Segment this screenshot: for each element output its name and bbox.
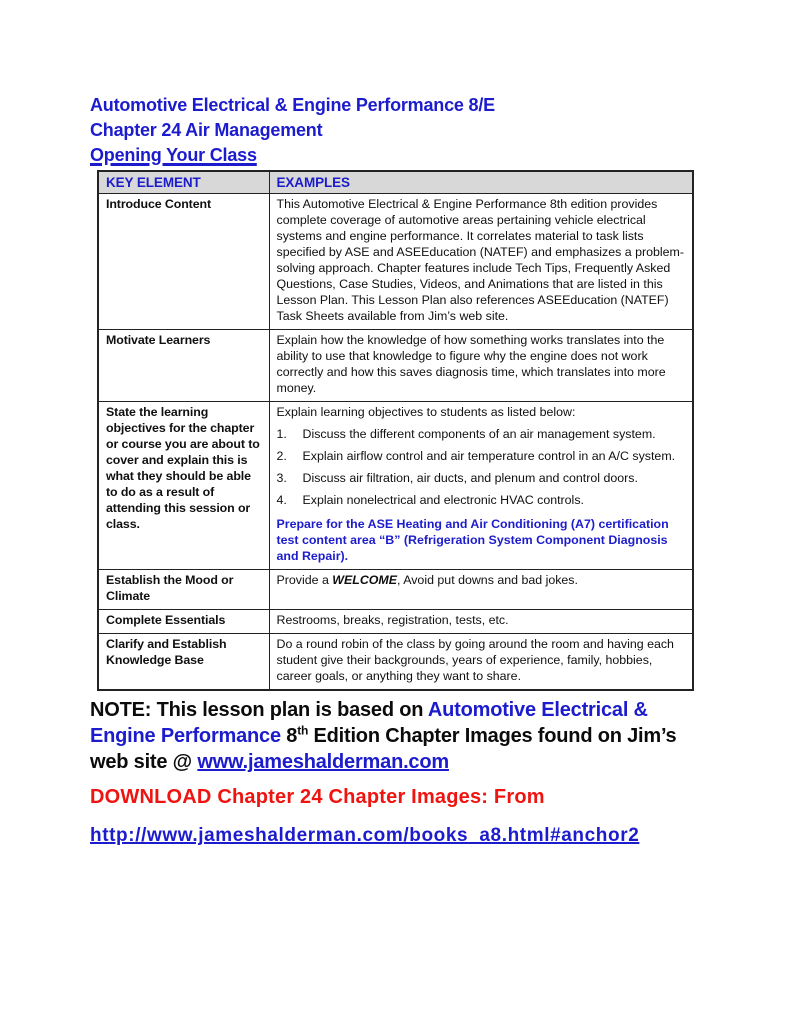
list-item xyxy=(277,470,685,486)
ase-certification-note: Prepare for the ASE Heating and Air Conditioning (A7) certification test content area “B” (Refrigeration System Component Diagnosis and Repair). xyxy=(276,517,669,563)
example-text: Restrooms, breaks, registration, tests, etc. xyxy=(269,610,693,634)
objectives-intro: Explain learning objectives to students as listed below: xyxy=(276,405,576,419)
example-text-suffix: , Avoid put downs and bad jokes. xyxy=(397,573,578,587)
note-middle-text: Edition Chapter Images found on Jim’s web site @ xyxy=(90,725,677,773)
note-prefix: NOTE: This lesson plan is based on xyxy=(90,699,428,721)
list-item-number: 2. xyxy=(276,449,287,463)
list-item-number: 4. xyxy=(276,493,287,507)
list-item-text: Explain nonelectrical and electronic HVAC controls. xyxy=(302,493,584,507)
list-item-text: Discuss the different components of an air management system. xyxy=(302,427,656,441)
table-row-complete-essentials xyxy=(98,610,693,634)
jims-website-link[interactable]: www.jameshalderman.com xyxy=(197,751,449,773)
table-row-learning-objectives xyxy=(98,402,693,570)
note-ordinal-superscript: th xyxy=(297,723,309,738)
list-item xyxy=(277,448,685,464)
example-cell-objectives xyxy=(269,402,693,570)
key-element-label: Clarify and Establish Knowledge Base xyxy=(98,634,269,691)
welcome-emphasis: WELCOME xyxy=(332,573,397,587)
table-row-clarify-knowledge-base xyxy=(98,634,693,691)
example-text-prefix: Provide a xyxy=(276,573,333,587)
document-title-line-2: Chapter 24 Air Management xyxy=(90,120,323,140)
document-title-line-1: Automotive Electrical & Engine Performance 8/E xyxy=(90,95,495,115)
section-heading-opening-your-class: Opening Your Class xyxy=(90,145,257,165)
download-heading: DOWNLOAD Chapter 24 Chapter Images: From xyxy=(90,786,545,808)
table-row-introduce-content xyxy=(98,194,693,330)
key-element-table xyxy=(97,170,694,691)
key-element-label: Complete Essentials xyxy=(98,610,269,634)
table-row-establish-mood xyxy=(98,570,693,610)
list-item-number: 1. xyxy=(276,427,287,441)
key-element-label: Introduce Content xyxy=(98,194,269,330)
note-edition-number: 8 xyxy=(280,725,298,747)
note-paragraph xyxy=(90,697,710,775)
table-row-motivate-learners xyxy=(98,330,693,402)
list-item xyxy=(277,426,685,442)
column-header-key-element: KEY ELEMENT xyxy=(98,171,269,194)
example-text: This Automotive Electrical & Engine Performance 8th edition provides complete coverage of automotive areas pertaining vehicle electrical systems and engine performance. It correlates material to task lists specified by ASE and ASEEducation (NATEF) and emphasizes a problem-solving approach. Chapter features include Tech Tips, Frequently Asked Questions, Case Studies, Videos, and Animations that are listed in this Lesson Plan. This Lesson Plan also references ASEEducation (NATEF) Task Sheets available from Jim’s web site. xyxy=(269,194,693,330)
list-item-number: 3. xyxy=(276,471,287,485)
list-item xyxy=(277,492,685,508)
example-text: Do a round robin of the class by going around the room and having each student give their backgrounds, years of experience, family, hobbies, career goals, or anything they want to share. xyxy=(269,634,693,691)
note-book-title: Automotive Electrical & Engine Performance xyxy=(90,699,648,747)
objectives-list xyxy=(277,426,685,508)
key-element-label: Establish the Mood or Climate xyxy=(98,570,269,610)
chapter-images-download-link[interactable]: http://www.jameshalderman.com/books_a8.html#anchor2 xyxy=(90,825,640,846)
key-element-label: State the learning objectives for the chapter or course you are about to cover and explain this is what they should be able to do as a result of attending this session or class. xyxy=(98,402,269,570)
list-item-text: Discuss air filtration, air ducts, and plenum and control doors. xyxy=(302,471,638,485)
column-header-examples: EXAMPLES xyxy=(269,171,693,194)
table-header-row xyxy=(98,171,693,194)
list-item-text: Explain airflow control and air temperature control in an A/C system. xyxy=(302,449,676,463)
example-cell-welcome xyxy=(269,570,693,610)
key-element-label: Motivate Learners xyxy=(98,330,269,402)
example-text: Explain how the knowledge of how something works translates into the ability to use that knowledge to figure why the engine does not work correctly and how this saves diagnosis time, which translates into more money. xyxy=(269,330,693,402)
